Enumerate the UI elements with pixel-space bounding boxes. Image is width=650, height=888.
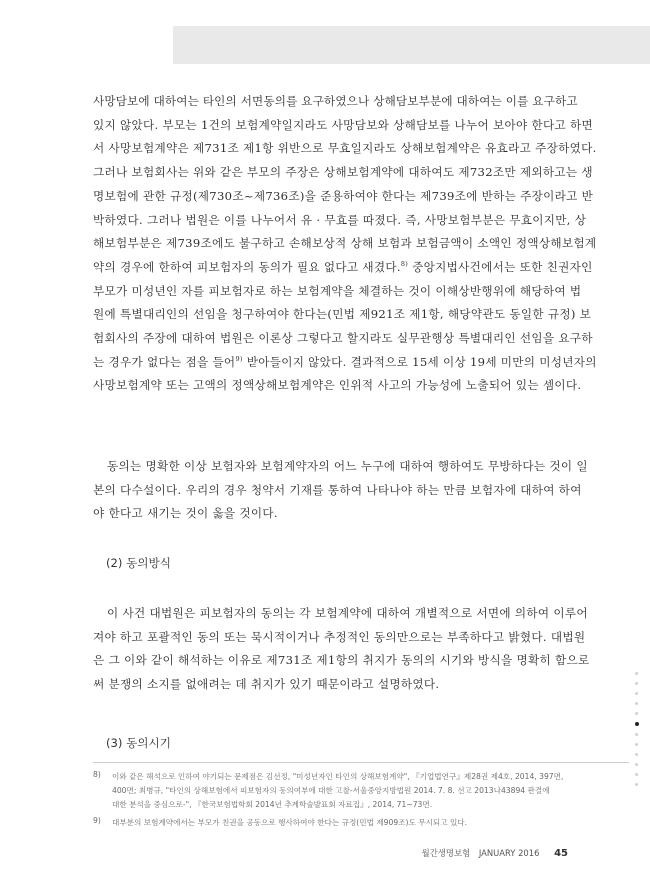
footnote-ref-9[interactable]: 9) [235,354,243,363]
page-dot [635,733,638,736]
paragraph-3 [93,602,618,696]
text-line: 서 사망보험계약은 제731조 제1항 위반으로 무효일지라도 상해보험계약은 유효라고 주장하였다. [93,141,597,156]
text-fragment: 는 경우가 없다는 점을 들어 [93,354,236,369]
text-line [93,351,618,375]
page-footer [422,847,568,859]
text-line: 부모가 미성년인 자를 피보험자로 하는 보험계약을 체결하는 것이 이해상반행위에 해당하여 법 [93,283,582,298]
text-line: 져야 하고 포괄적인 동의 또는 묵시적이거나 추정적인 동의만으로는 부족하다고 밝혔다. 대법원 [93,629,586,644]
page-dot-nav [634,672,640,793]
text-line: 해보험부분은 제739조에도 불구하고 손해보상적 상해 보험과 보험금액이 소액인 정액상해보험계 [93,236,597,251]
footnote-9 [93,816,633,830]
text-line: 험회사의 주장에 대하여 법원은 이론상 그렇다고 할지라도 실무관행상 특별대리인 선임을 요구하 [93,331,593,346]
page-dot [635,753,638,756]
footnote-number: 8) [93,770,101,779]
footnote-text [112,816,467,830]
section-heading-timing: (3) 동의시기 [106,736,171,750]
text-fragment: 중앙지법사건에서는 또한 친권자인 [408,259,593,274]
text-line: 명보험에 관한 규정(제730조~제736조)을 준용하여야 한다는 제739조에 반하는 주장이라고 반 [93,188,594,203]
text-line: 동의는 명확한 이상 보험자와 보험계약자의 어느 누구에 대하여 행하여도 무방하다는 것이 일 [107,459,588,473]
page-dot [635,743,638,746]
text-line: 은 그 이와 같이 해석하는 이유로 제731조 제1항의 취지가 동의의 시기와 방식을 명확히 함으로 [93,653,590,668]
footnote-8 [93,770,633,814]
text-line: 있지 않았다. 부모는 1건의 보험계약일지라도 사망담보와 상해담보를 나누어 보아야 한다고 하면 [93,117,593,132]
footnote-line: 대부분의 보험계약에서는 부모가 친권을 공동으로 행사하여야 한다는 규정(민법 제909조)도 무시되고 있다. [112,818,468,827]
section-heading-method: (2) 동의방식 [106,556,171,570]
footnote-line: 400면; 최병규, "타인의 상해보험에서 피보험자의 동의여부에 대한 고찰-서울중앙지방법원 2014. 7. 8. 선고 2013나43894 판결에 [112,786,550,795]
magazine-name: 월간생명보험 [421,848,471,858]
text-line: 박하였다. 그러나 법원은 이를 나누어서 유 · 무효를 따졌다. 즉, 사망보험부분은 무효이지만, 상 [93,212,587,227]
page-dot [635,712,638,715]
issue-month: JANUARY 2016 [478,848,540,858]
paragraph-1 [93,90,618,398]
text-line: 사망보험계약 또는 고액의 정액상해보험계약은 인위적 사고의 가능성에 노출되어 있는 셈이다. [93,378,582,393]
footnote-divider [93,762,629,763]
text-line: 사망담보에 대하여는 타인의 서면동의를 요구하였으나 상해담보부분에 대하여는 이를 요구하고 [93,94,578,108]
text-line: 원에 특별대리인의 선임을 청구하여야 한다는(민법 제921조 제1항, 해당약관도 동일한 규정) 보 [93,307,592,322]
text-fragment: 받아들이지 않았다. 결과적으로 15세 이상 19세 미만의 미성년자의 [242,354,597,369]
header-bar [173,26,650,64]
page-dot [635,763,638,766]
text-line: 써 분쟁의 소지를 없애려는 데 취지가 있기 때문이라고 설명하였다. [93,676,440,691]
footnote-line: 이와 같은 해석으로 인하여 야기되는 문제점은 김선정, "미성년자인 타인의 상해보험계약", 『기업법연구』제28권 제4호, 2014, 397면, [112,772,564,781]
footnote-text [112,770,563,812]
text-line: 야 한다고 새기는 것이 옳을 것이다. [93,506,278,521]
footnote-ref-8[interactable]: 8) [400,260,409,269]
page-dot [635,702,638,705]
page-dot [635,692,638,695]
footnote-line: 대한 분석을 중심으로-", 『한국보험법학회 2014년 추계학술발표회 자료집』, 2014, 71~73면. [112,800,433,809]
text-fragment: 약의 경우에 한하여 피보험자의 동의가 필요 없다고 새겼다. [93,259,401,274]
page-dot [635,672,638,675]
paragraph-2 [93,455,618,526]
text-line: 이 사건 대법원은 피보험자의 동의는 각 보험계약에 대하여 개별적으로 서면에 의하여 이루어 [107,606,588,620]
text-line: 본의 다수설이다. 우리의 경우 청약서 기재를 통하여 나타나야 하는 만큼 보험자에 대하여 하여 [93,482,582,497]
text-line: 그러나 보험회사는 위와 같은 부모의 주장은 상해보험계약에 대하여도 제732조만 제외하고는 생 [93,165,593,180]
page-dot [635,682,638,685]
page-number: 45 [554,848,568,859]
page-dot [635,783,638,786]
page-dot-active [635,722,639,726]
footnote-number: 9) [93,816,101,825]
page-dot [635,773,638,776]
text-line [93,256,618,280]
